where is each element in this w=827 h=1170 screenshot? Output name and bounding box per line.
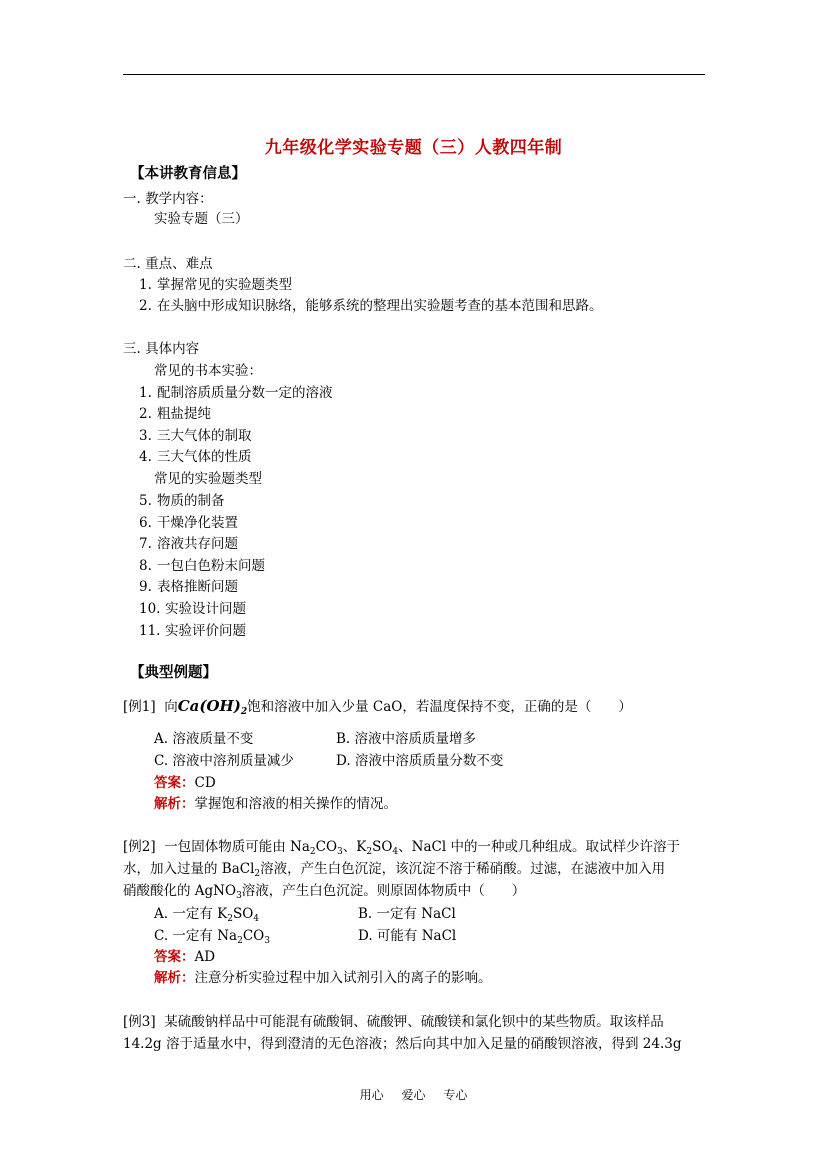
part2-item-1: 1. 掌握常见的实验题类型 bbox=[139, 277, 292, 293]
example-2-question-line-1: [例2] 一包固体物质可能由 $Na_2CO_3$、$K_2SO_4$、NaCl 中的一种或几种组成。取试样少许溶于 bbox=[123, 839, 680, 857]
list-item: 4. 三大气体的性质 bbox=[139, 449, 252, 465]
list-item: 3. 三大气体的制取 bbox=[139, 428, 252, 444]
example-3-question-line-2: 14.2g 溶于适量水中，得到澄清的无色溶液；然后向其中加入足量的硝酸钡溶液，得到 24.3g bbox=[123, 1036, 682, 1052]
example-3-question-line-1: [例3] 某硫酸钠样品中可能混有硫酸铜、硫酸钾、硫酸镁和氯化钡中的某些物质。取该样品 bbox=[123, 1014, 664, 1030]
header-rule bbox=[123, 74, 705, 75]
list-item: 1. 配制溶质质量分数一定的溶液 bbox=[139, 385, 333, 401]
list-item: 8. 一包白色粉末问题 bbox=[139, 558, 265, 574]
footer-text: 用心 bbox=[359, 1088, 384, 1102]
page-title: 九年级化学实验专题（三）人教四年制 bbox=[264, 138, 563, 158]
list-item: 10. 实验设计问题 bbox=[139, 601, 246, 617]
example-1-option-c: C. 溶液中溶剂质量减少 bbox=[154, 753, 294, 769]
example-1-option-a: A. 溶液质量不变 bbox=[154, 731, 254, 747]
list-item: 9. 表格推断问题 bbox=[139, 579, 238, 595]
list-item: 11. 实验评价问题 bbox=[139, 623, 246, 639]
page-footer bbox=[0, 1086, 827, 1103]
footer-text: 专心 bbox=[443, 1088, 468, 1102]
example-2-question-line-2: 水，加入过量的 BaCl$_2$溶液，产生白色沉淀，该沉淀不溶于稀硝酸。过滤，在滤液中加入用 bbox=[123, 861, 666, 879]
section-heading-info: 【本讲教育信息】 bbox=[130, 165, 246, 182]
example-2-question-line-3: 硝酸酸化的 AgNO$_3$溶液，产生白色沉淀。则原固体物质中（ ） bbox=[123, 883, 526, 901]
section-heading-examples: 【典型例题】 bbox=[130, 664, 217, 681]
list-item: 2. 粗盐提纯 bbox=[139, 406, 211, 422]
part3-heading: 三. 具体内容 bbox=[123, 341, 200, 357]
part3-subheading-book: 常见的书本实验： bbox=[154, 363, 262, 379]
example-1-answer: 答案：CD bbox=[154, 775, 216, 791]
list-item: 5. 物质的制备 bbox=[139, 493, 225, 509]
example-2-option-c: C. 一定有 $Na_2CO_3$ bbox=[154, 928, 270, 946]
example-1-analysis: 解析：掌握饱和溶液的相关操作的情况。 bbox=[154, 796, 397, 812]
example-2-option-b: B. 一定有 NaCl bbox=[358, 906, 456, 922]
footer-text: 爱心 bbox=[401, 1088, 426, 1102]
example-1-option-b: B. 溶液中溶质质量增多 bbox=[336, 731, 477, 747]
part1-content: 实验专题（三） bbox=[154, 211, 249, 227]
part2-heading: 二. 重点、难点 bbox=[123, 256, 213, 272]
part2-item-2: 2. 在头脑中形成知识脉络，能够系统的整理出实验题考查的基本范围和思路。 bbox=[139, 298, 603, 314]
part1-heading: 一. 教学内容： bbox=[123, 191, 213, 207]
example-2-analysis: 解析：注意分析实验过程中加入试剂引入的离子的影响。 bbox=[154, 970, 492, 986]
example-1-question: [例1] 向$Ca(OH)_2$饱和溶液中加入少量 CaO，若温度保持不变，正确的是（ ） bbox=[123, 697, 632, 717]
example-1-option-d: D. 溶液中溶质质量分数不变 bbox=[336, 753, 504, 769]
list-item: 7. 溶液共存问题 bbox=[139, 536, 238, 552]
part3-subheading-types: 常见的实验题类型 bbox=[154, 471, 262, 487]
example-2-answer: 答案：AD bbox=[154, 949, 216, 965]
formula-caoh2: $Ca(OH)_2$ bbox=[177, 697, 248, 717]
example-2-option-a: A. 一定有 $K_2SO_4$ bbox=[154, 906, 260, 924]
list-item: 6. 干燥净化装置 bbox=[139, 515, 238, 531]
example-2-option-d: D. 可能有 NaCl bbox=[358, 928, 457, 944]
